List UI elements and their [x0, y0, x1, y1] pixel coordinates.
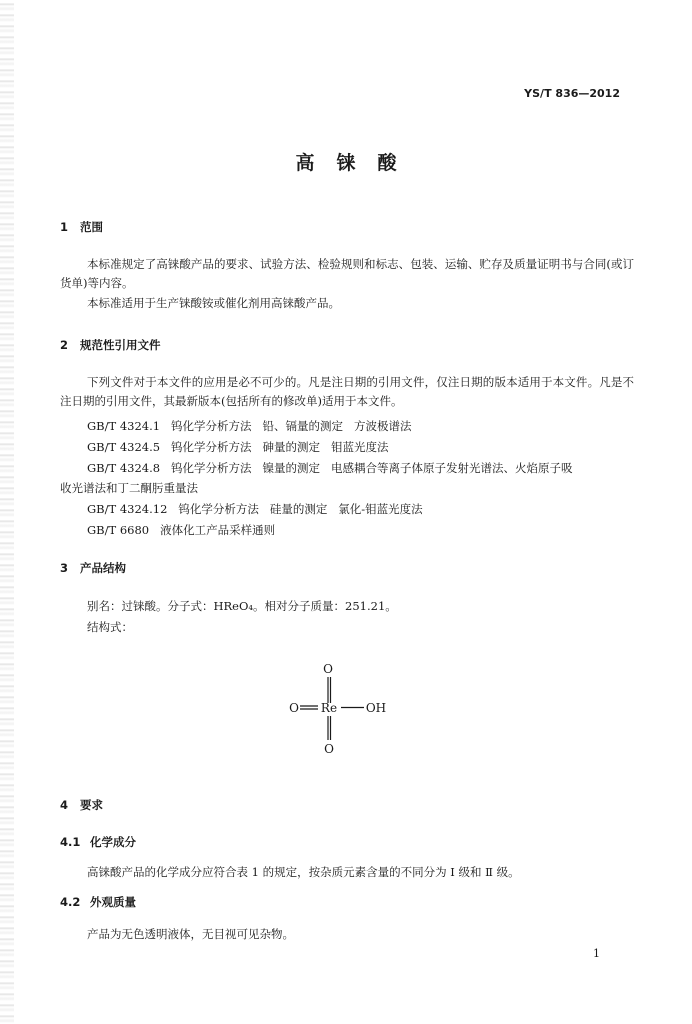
section-title: 规范性引用文件 — [80, 338, 161, 352]
section-title: 要求 — [80, 798, 103, 812]
section-4-1-text: 高铼酸产品的化学成分应符合表 1 的规定，按杂质元素含量的不同分为 Ⅰ 级和 Ⅱ 级。 — [87, 865, 520, 879]
section-1-paragraph-2: 本标准适用于生产铼酸铵或催化剂用高铼酸产品。 — [87, 296, 340, 310]
formula-bottom-oxygen: O — [324, 742, 334, 756]
section-3-heading — [60, 560, 126, 576]
section-4-1-heading — [60, 834, 136, 850]
section-2-paragraph-1: 下列文件对于本文件的应用是必不可少的。凡是注日期的引用文件，仅注日期的版本适用于本文件。凡是不注日期的引用文件，其最新版本(包括所有的修改单)适用于本文件。 — [60, 375, 634, 408]
section-number: 4.2 — [60, 895, 81, 909]
reference-item-continuation: 收光谱法和丁二酮肟重量法 — [60, 481, 198, 495]
section-title: 外观质量 — [90, 895, 136, 909]
section-1-heading — [60, 219, 103, 235]
standard-code: YS/T 836—2012 — [524, 87, 620, 100]
page-number: 1 — [593, 947, 600, 960]
formula-left-oxygen: O — [289, 701, 299, 715]
formula-rhenium: Re — [320, 701, 338, 715]
section-title: 产品结构 — [80, 561, 126, 575]
section-number: 4.1 — [60, 835, 81, 849]
section-4-heading — [60, 797, 103, 813]
document-title: 高铼酸 — [295, 152, 419, 174]
section-number: 2 — [60, 338, 69, 352]
reference-item: GB/T 4324.5 钨化学分析方法 砷量的测定 钼蓝光度法 — [87, 440, 389, 454]
section-4-2-heading — [60, 894, 136, 910]
section-number: 3 — [60, 561, 69, 575]
formula-hydroxyl: OH — [365, 701, 387, 715]
reference-item: GB/T 4324.8 钨化学分析方法 镍量的测定 电感耦合等离子体原子发射光谱法、火焰原子吸 — [87, 461, 573, 475]
structural-formula — [278, 660, 408, 760]
section-number: 4 — [60, 798, 69, 812]
reference-item: GB/T 4324.1 钨化学分析方法 铅、镉量的测定 方波极谱法 — [87, 419, 412, 433]
section-2-heading — [60, 337, 161, 353]
section-1-paragraph-1: 本标准规定了高铼酸产品的要求、试验方法、检验规则和标志、包装、运输、贮存及质量证明书与合同(或订货单)等内容。 — [60, 257, 634, 290]
product-formula-line: 别名：过铼酸。分子式：HReO₄。相对分子质量：251.21。 — [87, 599, 397, 613]
section-title: 化学成分 — [90, 835, 136, 849]
section-title: 范围 — [80, 220, 103, 234]
section-number: 1 — [60, 220, 69, 234]
reference-item: GB/T 6680 液体化工产品采样通则 — [87, 523, 276, 537]
reference-item: GB/T 4324.12 钨化学分析方法 硅量的测定 氯化-钼蓝光度法 — [87, 502, 423, 516]
section-4-2-text: 产品为无色透明液体，无目视可见杂物。 — [87, 927, 294, 941]
formula-top-oxygen: O — [323, 662, 333, 676]
structure-label: 结构式： — [87, 620, 133, 634]
